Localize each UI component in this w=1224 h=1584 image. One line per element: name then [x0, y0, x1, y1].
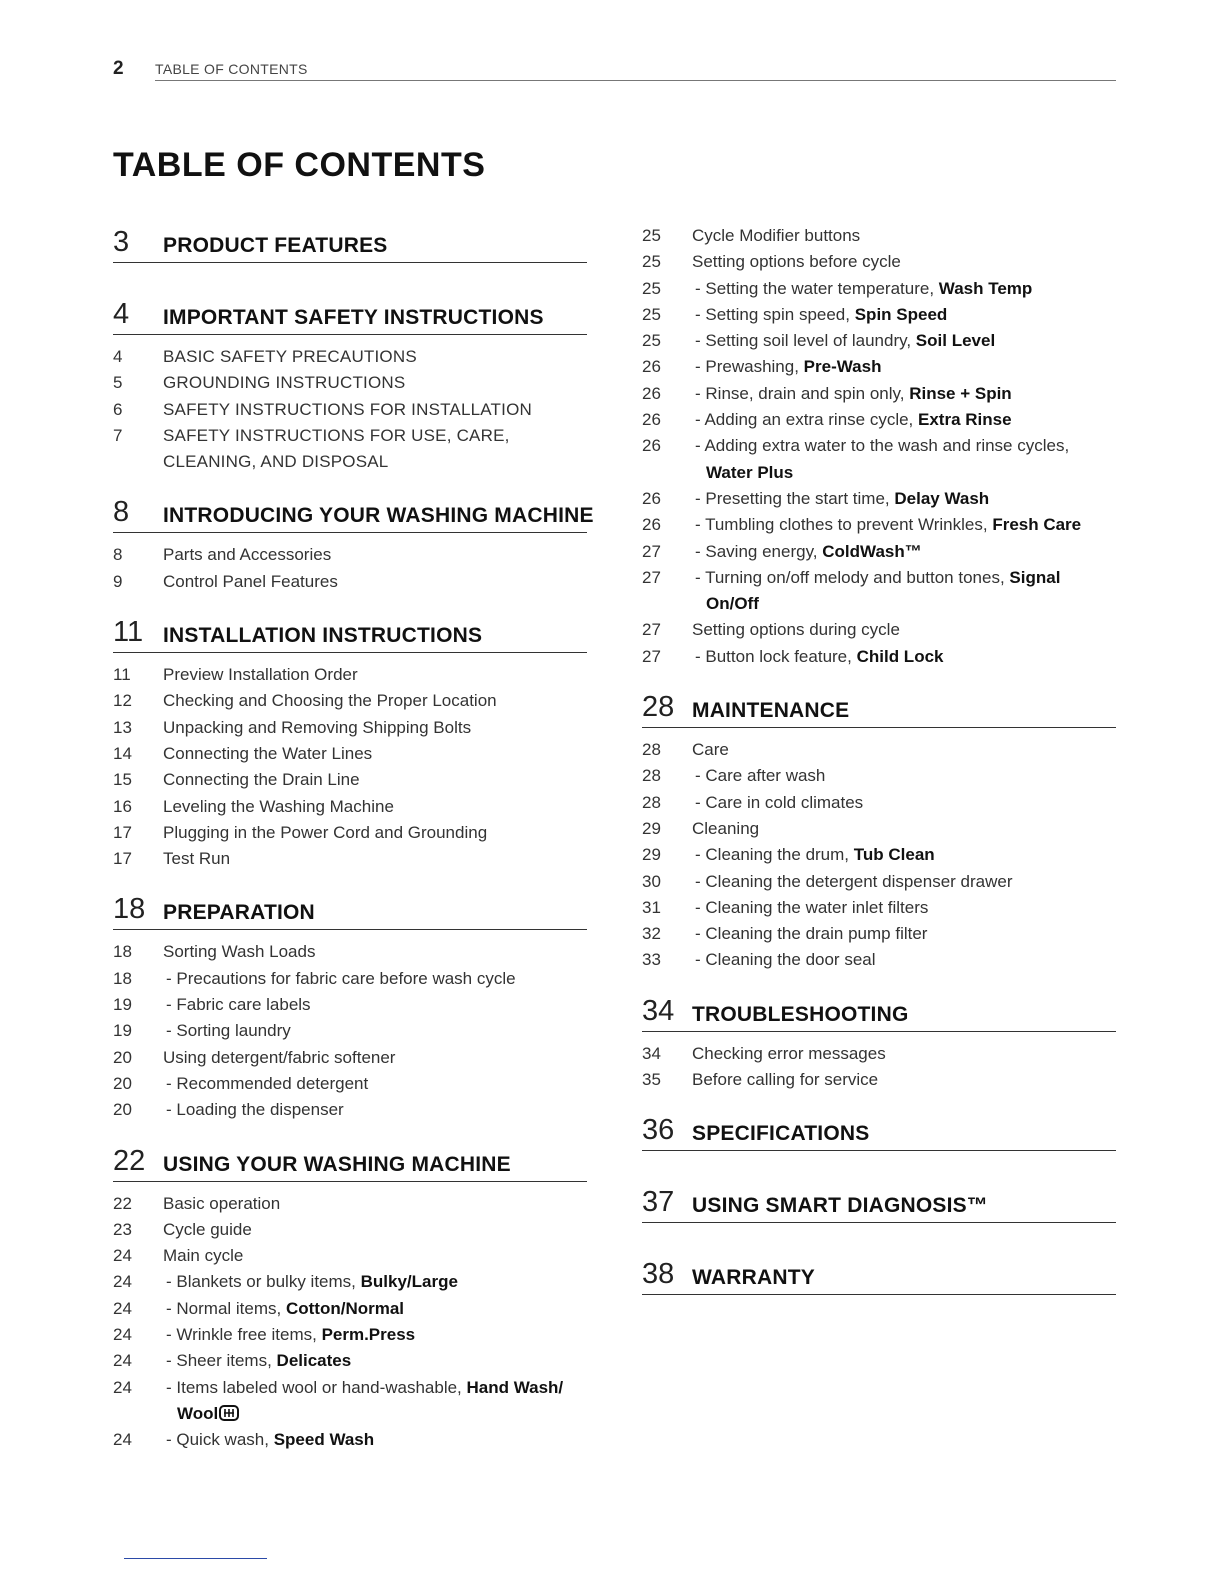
section-title: SPECIFICATIONS — [692, 1122, 870, 1146]
entry-text: - Items labeled wool or hand-washable, — [166, 1377, 467, 1397]
section-title: MAINTENANCE — [692, 699, 850, 723]
section-heading-preparation[interactable] — [113, 889, 587, 930]
page-header — [113, 58, 1116, 82]
entry-page-number: 35 — [642, 1070, 661, 1090]
toc-entry[interactable] — [113, 1296, 587, 1322]
toc-entry[interactable] — [113, 1348, 587, 1374]
entry-keyword: Tub Clean — [853, 845, 935, 865]
section-page-number: 18 — [113, 893, 146, 926]
entry-text: - Prewashing, — [695, 357, 804, 377]
toc-entry[interactable] — [113, 992, 587, 1018]
section-page-number: 11 — [113, 616, 144, 649]
entry-text: - Setting soil level of laundry, — [695, 331, 916, 351]
using-entries — [113, 1191, 587, 1454]
entry-page-number: 27 — [642, 646, 661, 666]
entry-text: - Quick wash, — [166, 1430, 274, 1450]
toc-entry[interactable] — [642, 407, 1116, 433]
toc-entry[interactable] — [642, 354, 1116, 380]
entry-page-number: 28 — [642, 792, 661, 812]
toc-entry[interactable] — [642, 249, 1116, 275]
woolmark-icon — [219, 1405, 239, 1421]
entry-text: Before calling for service — [692, 1070, 879, 1090]
toc-entry[interactable] — [113, 542, 587, 568]
preparation-entries — [113, 939, 587, 1123]
section-page-number: 28 — [642, 691, 675, 724]
entry-text: Main cycle — [163, 1246, 244, 1266]
entry-page-number: 4 — [113, 347, 123, 366]
entry-text: - Wrinkle free items, — [166, 1325, 322, 1345]
entry-page-number: 18 — [113, 942, 132, 962]
entry-page-number: 5 — [113, 373, 123, 393]
section-title: IMPORTANT SAFETY INSTRUCTIONS — [163, 306, 544, 329]
running-title: TABLE OF CONTENTS — [155, 61, 308, 77]
toc-entry[interactable] — [642, 869, 1116, 895]
entry-page-number: 24 — [113, 1351, 132, 1371]
entry-text: SAFETY INSTRUCTIONS FOR INSTALLATION — [163, 399, 532, 419]
entry-text: Connecting the Water Lines — [163, 743, 373, 763]
entry-page-number: 34 — [642, 1043, 661, 1063]
entry-keyword: Fresh Care — [992, 515, 1082, 535]
entry-text: Cycle Modifier buttons — [692, 226, 861, 245]
entry-page-number: 25 — [642, 252, 661, 272]
toc-entry[interactable] — [642, 895, 1116, 921]
entry-page-number: 29 — [642, 818, 661, 838]
toc-entry[interactable] — [113, 741, 587, 767]
toc-entry[interactable] — [642, 947, 1116, 973]
entry-text: Unpacking and Removing Shipping Bolts — [163, 717, 472, 737]
entry-page-number: 20 — [113, 1073, 132, 1093]
entry-page-number: 26 — [642, 383, 661, 403]
entry-text: - Normal items, — [166, 1298, 286, 1318]
entry-text: - Tumbling clothes to prevent Wrinkles, — [695, 515, 993, 535]
toc-entry[interactable] — [642, 644, 1116, 670]
entry-text: - Button lock feature, — [695, 646, 857, 666]
entry-text: - Precautions for fabric care before wash cycle — [166, 968, 516, 988]
entry-page-number: 31 — [642, 897, 661, 917]
cycle-modifier-entries — [642, 223, 1116, 670]
page-title: TABLE OF CONTENTS — [113, 146, 486, 184]
section-page-number: 4 — [113, 298, 130, 330]
entry-page-number: 24 — [113, 1325, 132, 1345]
entry-page-number: 12 — [113, 691, 132, 711]
toc-entry[interactable] — [113, 1217, 587, 1243]
toc-entry[interactable] — [113, 966, 587, 992]
entry-page-number: 13 — [113, 717, 132, 737]
entry-keyword: Rinse + Spin — [909, 383, 1012, 403]
entry-page-number: 24 — [113, 1377, 132, 1397]
toc-entry[interactable] — [642, 328, 1116, 354]
toc-entry[interactable] — [642, 842, 1116, 868]
entry-page-number: 16 — [113, 796, 132, 816]
toc-entry[interactable] — [642, 302, 1116, 328]
entry-text: - Turning on/off melody and button tones, — [695, 567, 1010, 587]
entry-page-number: 26 — [642, 436, 661, 456]
entry-keyword: Hand Wash/ — [466, 1377, 564, 1397]
entry-keyword-continued: Water Plus — [706, 462, 794, 482]
section-heading-troubleshooting[interactable] — [642, 991, 1116, 1032]
toc-entry[interactable] — [642, 486, 1116, 512]
section-heading-installation[interactable] — [113, 612, 587, 653]
entry-text: - Cleaning the door seal — [695, 950, 876, 970]
section-page-number: 34 — [642, 994, 675, 1027]
safety-entries — [113, 344, 587, 475]
entry-text: Connecting the Drain Line — [163, 770, 360, 790]
entry-page-number: 24 — [113, 1298, 132, 1318]
footer-link-underline — [124, 1558, 267, 1559]
entry-text: Checking error messages — [692, 1043, 886, 1063]
toc-entry[interactable] — [642, 512, 1116, 538]
entry-page-number: 24 — [113, 1246, 132, 1266]
section-heading-maintenance[interactable] — [642, 687, 1116, 728]
entry-page-number: 6 — [113, 399, 123, 419]
toc-entry[interactable] — [642, 276, 1116, 302]
section-title: INSTALLATION INSTRUCTIONS — [163, 624, 483, 648]
entry-page-number: 14 — [113, 743, 132, 763]
header-rule — [155, 80, 1116, 81]
entry-text: - Fabric care labels — [166, 995, 311, 1015]
entry-text: - Blankets or bulky items, — [166, 1272, 361, 1292]
entry-page-number: 25 — [642, 278, 661, 298]
toc-entry[interactable] — [113, 344, 587, 370]
entry-text-continued: CLEANING, AND DISPOSAL — [163, 452, 389, 472]
entry-text: - Cleaning the drain pump filter — [695, 924, 928, 944]
section-page-number: 38 — [642, 1258, 675, 1291]
entry-text: Preview Installation Order — [163, 665, 358, 685]
section-title: WARRANTY — [692, 1266, 815, 1290]
toc-entry[interactable] — [642, 816, 1116, 842]
entry-text: - Sheer items, — [166, 1351, 277, 1371]
toc-entry[interactable] — [113, 794, 587, 820]
toc-entry[interactable] — [642, 1067, 1116, 1093]
entry-text: Plugging in the Power Cord and Grounding — [163, 822, 488, 842]
entry-keyword: Signal — [1009, 567, 1061, 587]
entry-page-number: 27 — [642, 620, 661, 640]
section-page-number: 37 — [642, 1186, 675, 1219]
entry-page-number: 20 — [113, 1047, 132, 1067]
entry-text: BASIC SAFETY PRECAUTIONS — [163, 347, 417, 366]
section-page-number: 22 — [113, 1144, 146, 1177]
entry-text: Sorting Wash Loads — [163, 942, 316, 962]
entry-text: - Care after wash — [695, 766, 826, 786]
section-title: USING SMART DIAGNOSIS™ — [692, 1194, 989, 1218]
entry-page-number: 26 — [642, 410, 661, 430]
entry-page-number: 27 — [642, 541, 661, 561]
toc-entry[interactable] — [113, 1269, 587, 1295]
entry-text: SAFETY INSTRUCTIONS FOR USE, CARE, — [163, 425, 510, 445]
section-title: PRODUCT FEATURES — [163, 234, 388, 257]
entry-text: - Presetting the start time, — [695, 488, 895, 508]
entry-page-number: 8 — [113, 545, 123, 565]
installation-entries — [113, 662, 587, 872]
entry-keyword: Perm.Press — [321, 1325, 416, 1345]
entry-keyword-continued: On/Off — [706, 594, 759, 614]
entry-keyword: Pre-Wash — [803, 357, 882, 377]
entry-text: Using detergent/fabric softener — [163, 1047, 396, 1067]
toc-entry[interactable] — [642, 539, 1116, 565]
toc-entry[interactable] — [642, 763, 1116, 789]
entry-text: Leveling the Washing Machine — [163, 796, 394, 816]
toc-entry[interactable] — [113, 423, 587, 476]
entry-text: - Cleaning the drum, — [695, 845, 854, 865]
entry-page-number: 33 — [642, 950, 661, 970]
entry-page-number: 25 — [642, 226, 661, 245]
section-heading-introducing[interactable] — [113, 492, 594, 533]
entry-page-number: 24 — [113, 1272, 132, 1292]
page-number: 2 — [113, 58, 124, 79]
toc-entry[interactable] — [642, 737, 1116, 763]
entry-page-number: 23 — [113, 1219, 132, 1239]
toc-entry[interactable] — [642, 790, 1116, 816]
section-page-number: 3 — [113, 226, 130, 258]
entry-page-number: 32 — [642, 924, 661, 944]
section-heading-smart-diagnosis[interactable] — [642, 1182, 1116, 1223]
entry-page-number: 15 — [113, 770, 132, 790]
entry-keyword: Spin Speed — [854, 304, 948, 324]
entry-text: - Setting the water temperature, — [695, 278, 939, 298]
entry-page-number: 17 — [113, 849, 132, 869]
toc-right-column — [642, 222, 1116, 1295]
section-title: INTRODUCING YOUR WASHING MACHINE — [163, 504, 594, 528]
toc-entry[interactable] — [113, 820, 587, 846]
section-title: USING YOUR WASHING MACHINE — [163, 1152, 511, 1176]
entry-page-number: 20 — [113, 1100, 132, 1120]
toc-entry[interactable] — [113, 569, 587, 595]
toc-entry[interactable] — [113, 715, 587, 741]
entry-text: - Cleaning the detergent dispenser drawer — [695, 871, 1013, 891]
entry-text: - Cleaning the water inlet filters — [695, 897, 929, 917]
entry-keyword: ColdWash™ — [822, 541, 922, 561]
toc-entry[interactable] — [642, 433, 1116, 486]
entry-page-number: 29 — [642, 845, 661, 865]
entry-page-number: 19 — [113, 995, 132, 1015]
entry-page-number: 25 — [642, 304, 661, 324]
entry-text: Test Run — [163, 849, 231, 869]
toc-entry[interactable] — [113, 767, 587, 793]
entry-text: - Recommended detergent — [166, 1073, 369, 1093]
entry-page-number: 9 — [113, 571, 123, 591]
toc-entry[interactable] — [113, 662, 587, 688]
entry-text: Care — [692, 740, 729, 760]
entry-text: Checking and Choosing the Proper Location — [163, 691, 497, 711]
entry-page-number: 30 — [642, 871, 661, 891]
entry-keyword: Soil Level — [915, 331, 996, 351]
entry-keyword-continued: Wool — [177, 1403, 219, 1423]
maintenance-entries — [642, 737, 1116, 974]
section-page-number: 36 — [642, 1114, 675, 1147]
entry-text: - Loading the dispenser — [166, 1100, 344, 1120]
section-heading-specifications[interactable] — [642, 1110, 1116, 1151]
entry-text: - Setting spin speed, — [695, 304, 855, 324]
section-title: PREPARATION — [163, 901, 315, 925]
toc-entry[interactable] — [113, 688, 587, 714]
entry-page-number: 7 — [113, 425, 123, 445]
section-heading-safety[interactable] — [113, 294, 587, 335]
toc-entry[interactable] — [113, 1191, 587, 1217]
entry-keyword: Child Lock — [856, 646, 944, 666]
introducing-entries — [113, 542, 587, 595]
toc-entry[interactable] — [113, 1322, 587, 1348]
entry-page-number: 26 — [642, 515, 661, 535]
entry-text: Parts and Accessories — [163, 545, 332, 565]
toc-entry[interactable] — [113, 1018, 587, 1044]
entry-page-number: 11 — [113, 665, 131, 685]
entry-page-number: 19 — [113, 1021, 132, 1041]
entry-text: - Sorting laundry — [166, 1021, 291, 1041]
toc-entry[interactable] — [113, 1071, 587, 1097]
section-title: TROUBLESHOOTING — [692, 1002, 909, 1026]
entry-page-number: 22 — [113, 1193, 132, 1213]
entry-text: - Saving energy, — [695, 541, 823, 561]
toc-left-column — [113, 222, 594, 1454]
section-heading-warranty[interactable] — [642, 1254, 1116, 1295]
toc-entry[interactable] — [113, 846, 587, 872]
entry-text: Setting options during cycle — [692, 620, 900, 640]
entry-text: - Adding extra water to the wash and rinse cycles, — [695, 436, 1070, 456]
section-heading-product-features[interactable] — [113, 222, 587, 263]
entry-keyword: Cotton/Normal — [285, 1298, 405, 1318]
entry-page-number: 25 — [642, 331, 661, 351]
entry-page-number: 28 — [642, 766, 661, 786]
entry-page-number: 17 — [113, 822, 132, 842]
toc-entry[interactable] — [642, 1041, 1116, 1067]
entry-keyword: Wash Temp — [938, 278, 1033, 298]
entry-text: - Rinse, drain and spin only, — [695, 383, 910, 403]
entry-text: Control Panel Features — [163, 571, 338, 591]
entry-page-number: 26 — [642, 488, 661, 508]
toc-entry[interactable] — [113, 397, 587, 423]
entry-text: GROUNDING INSTRUCTIONS — [163, 373, 406, 393]
toc-entry[interactable] — [113, 1045, 587, 1071]
entry-text: - Care in cold climates — [695, 792, 864, 812]
toc-entry[interactable] — [642, 381, 1116, 407]
entry-text: Basic operation — [163, 1193, 281, 1213]
entry-keyword: Extra Rinse — [918, 410, 1012, 430]
troubleshooting-entries — [642, 1041, 1116, 1094]
toc-entry[interactable] — [642, 921, 1116, 947]
entry-page-number: 27 — [642, 567, 661, 587]
toc-entry[interactable] — [113, 939, 587, 965]
toc-entry[interactable] — [642, 223, 1116, 249]
toc-entry[interactable] — [113, 1375, 587, 1428]
toc-entry[interactable] — [642, 565, 1116, 618]
toc-entry[interactable] — [113, 1097, 587, 1123]
entry-page-number: 24 — [113, 1430, 132, 1450]
entry-keyword: Bulky/Large — [360, 1272, 458, 1292]
entry-keyword: Delay Wash — [894, 488, 990, 508]
entry-text: Setting options before cycle — [692, 252, 901, 272]
toc-entry[interactable] — [113, 370, 587, 396]
entry-text: Cycle guide — [163, 1219, 252, 1239]
section-heading-using[interactable] — [113, 1141, 587, 1182]
entry-page-number: 18 — [113, 968, 132, 988]
entry-text: - Adding an extra rinse cycle, — [695, 410, 919, 430]
section-page-number: 8 — [113, 496, 130, 529]
entry-keyword: Delicates — [276, 1351, 352, 1371]
toc-entry[interactable] — [642, 617, 1116, 643]
entry-text: Cleaning — [692, 818, 760, 838]
entry-keyword: Speed Wash — [273, 1430, 375, 1450]
toc-entry[interactable] — [113, 1243, 587, 1269]
entry-page-number: 28 — [642, 740, 661, 760]
toc-entry[interactable] — [113, 1427, 587, 1453]
entry-page-number: 26 — [642, 357, 661, 377]
